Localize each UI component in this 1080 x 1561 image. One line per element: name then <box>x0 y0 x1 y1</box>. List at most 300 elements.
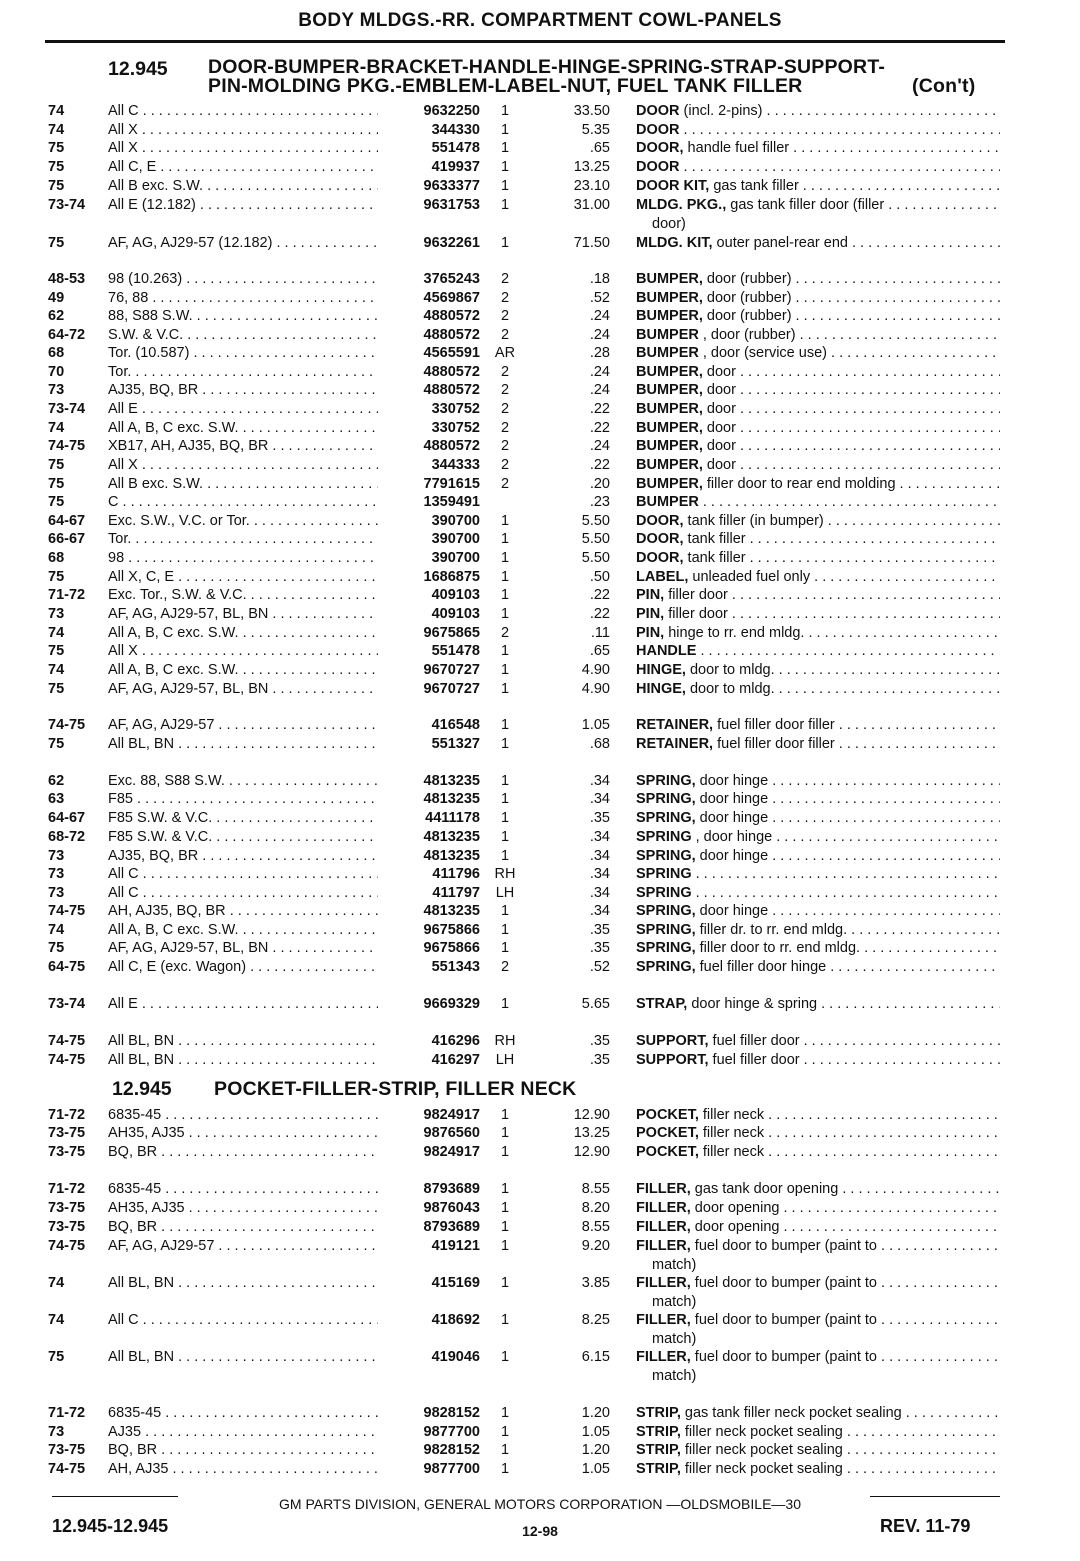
application-cell: All E (12.182) . . . <box>108 195 378 215</box>
application-cell: AF, AG, AJ29-57 . . . <box>108 715 378 735</box>
part-detail: filler door <box>664 606 728 622</box>
table-row <box>0 325 1080 345</box>
year-cell: 68 <box>48 550 65 566</box>
part-name: STRIP, <box>636 1424 681 1440</box>
year-cell: 74 <box>48 662 65 678</box>
quantity-cell: 1 <box>500 662 510 678</box>
part-name: SPRING, <box>636 903 696 919</box>
part-name: DOOR KIT, <box>636 178 710 194</box>
application-cell: AH, AJ35 . . . <box>108 1459 378 1479</box>
description-cell <box>636 455 1000 475</box>
description-cell <box>636 474 1000 494</box>
part-name: FILLER, <box>636 1219 691 1235</box>
part-detail: door <box>702 401 736 417</box>
application-cell: XB17, AH, AJ35, BQ, BR . . . <box>108 436 378 456</box>
price-cell: 12.90 <box>573 1107 610 1123</box>
table-row <box>0 1310 1080 1330</box>
part-name: BUMPER, <box>636 420 703 436</box>
price-cell: 1.20 <box>581 1405 610 1421</box>
part-detail: gas tank filler door (filler <box>726 197 885 213</box>
table-row <box>0 1440 1080 1460</box>
part-name: BUMPER, <box>636 401 703 417</box>
table-row <box>0 1142 1080 1162</box>
application-cell: All C, E (exc. Wagon) . . . <box>108 957 378 977</box>
part-detail: filler neck pocket sealing <box>680 1424 843 1440</box>
table-row <box>0 1031 1080 1051</box>
part-name: DOOR, <box>636 513 684 529</box>
price-cell: 1.05 <box>581 1424 610 1440</box>
part-name: FILLER, <box>636 1181 691 1197</box>
part-name: HINGE, <box>636 662 686 678</box>
quantity-cell: 1 <box>500 996 510 1012</box>
table-row <box>0 901 1080 921</box>
table-row <box>0 604 1080 624</box>
table-row <box>0 771 1080 791</box>
table-row <box>0 474 1080 494</box>
part-detail: door hinge & spring <box>687 996 818 1012</box>
table-row <box>0 623 1080 643</box>
quantity-cell: 1 <box>500 103 510 119</box>
table-row <box>0 343 1080 363</box>
quantity-cell: 1 <box>500 1424 510 1440</box>
year-cell: 74 <box>48 1275 65 1291</box>
quantity-cell: 2 <box>500 271 510 287</box>
table-row <box>0 567 1080 587</box>
part-detail: filler dr. to rr. end mldg. <box>695 922 848 938</box>
section1-title-line1: DOOR-BUMPER-BRACKET-HANDLE-HINGE-SPRING-STRAP-SUPPORT- <box>208 56 886 78</box>
part-name: FILLER, <box>636 1238 691 1254</box>
quantity-cell: 1 <box>500 159 510 175</box>
application-cell: AH35, AJ35 . . . <box>108 1123 378 1143</box>
year-cell: 71-72 <box>48 1181 86 1197</box>
table-row-continuation <box>0 1366 1080 1386</box>
application-cell: F85 S.W. & V.C. . . . <box>108 808 378 828</box>
part-name: RETAINER, <box>636 736 714 752</box>
price-cell: 23.10 <box>573 178 610 194</box>
quantity-cell: LH <box>495 885 515 901</box>
table-row <box>0 679 1080 699</box>
year-cell: 74-75 <box>48 1461 86 1477</box>
application-cell: 6835-45 . . . <box>108 1179 378 1199</box>
part-detail: fuel filler door <box>708 1052 800 1068</box>
description-cell <box>636 1050 1000 1070</box>
part-detail: handle fuel filler <box>683 140 790 156</box>
part-number-cell: 9824917 <box>423 1107 480 1123</box>
part-name: DOOR <box>636 103 680 119</box>
year-cell: 68-72 <box>48 829 86 845</box>
part-name: SPRING <box>636 885 692 901</box>
quantity-cell: 1 <box>500 587 510 603</box>
price-cell: 5.50 <box>581 513 610 529</box>
application-cell: All B exc. S.W. . . . <box>108 474 378 494</box>
part-number-cell: 409103 <box>431 606 480 622</box>
part-number-cell: 411797 <box>432 885 480 901</box>
part-name: BUMPER, <box>636 364 703 380</box>
price-cell: 8.55 <box>581 1181 610 1197</box>
quantity-cell: 1 <box>500 1181 510 1197</box>
description-cell <box>636 920 1000 940</box>
table-row <box>0 1123 1080 1143</box>
description-cell <box>636 1310 1000 1330</box>
application-cell: All A, B, C exc. S.W. . . . <box>108 418 378 438</box>
year-cell: 73 <box>48 382 65 398</box>
part-name: FILLER, <box>636 1349 691 1365</box>
part-number-cell: 4880572 <box>423 327 480 343</box>
application-cell: All A, B, C exc. S.W. . . . <box>108 623 378 643</box>
price-cell: .22 <box>589 457 610 473</box>
part-number-cell: 4880572 <box>423 382 480 398</box>
price-cell: 1.05 <box>581 1461 610 1477</box>
quantity-cell: 2 <box>500 625 510 641</box>
quantity-cell: 2 <box>500 327 510 343</box>
description-cell <box>636 511 1000 531</box>
part-name: MLDG. KIT, <box>636 235 713 251</box>
quantity-cell: 1 <box>500 736 510 752</box>
description-cell <box>636 138 1000 158</box>
part-detail: door hinge <box>695 791 769 807</box>
price-cell: 3.85 <box>581 1275 610 1291</box>
table-row <box>0 1347 1080 1367</box>
description-cell <box>636 604 1000 624</box>
part-name: STRIP, <box>636 1461 681 1477</box>
part-number-cell: 4569867 <box>423 290 480 306</box>
part-detail: fuel door to bumper (paint to <box>690 1238 877 1254</box>
description-cell <box>636 864 1000 884</box>
description-cell <box>636 660 1000 680</box>
part-number-cell: 7791615 <box>423 476 480 492</box>
table-row <box>0 715 1080 735</box>
quantity-cell: 1 <box>500 1125 510 1141</box>
footer-revision: REV. 11-79 <box>880 1516 971 1536</box>
quantity-cell: 1 <box>500 717 510 733</box>
part-detail: , door (service use) <box>698 345 827 361</box>
part-detail: filler neck <box>698 1107 765 1123</box>
table-row <box>0 176 1080 196</box>
part-detail: gas tank filler <box>709 178 799 194</box>
description-cell <box>636 567 1000 587</box>
price-cell: 31.00 <box>573 197 610 213</box>
part-name: RETAINER, <box>636 717 714 733</box>
description-cell <box>636 771 1000 791</box>
year-cell: 73-75 <box>48 1144 86 1160</box>
year-cell: 74 <box>48 625 65 641</box>
description-cell <box>636 938 1000 958</box>
part-name: SPRING, <box>636 959 696 975</box>
price-cell: .34 <box>589 866 610 882</box>
part-name: BUMPER, <box>636 476 703 492</box>
price-cell: .35 <box>589 810 610 826</box>
year-cell: 64-72 <box>48 327 86 343</box>
quantity-cell: RH <box>494 1033 516 1049</box>
part-number-cell: 4411178 <box>425 810 480 826</box>
table-row <box>0 362 1080 382</box>
part-name: SPRING, <box>636 848 696 864</box>
year-cell: 74-75 <box>48 1238 86 1254</box>
part-number-cell: 416296 <box>431 1033 480 1049</box>
application-cell: All C . . . <box>108 101 378 121</box>
part-detail: fuel door to bumper (paint to <box>690 1312 877 1328</box>
table-row-continuation <box>0 1292 1080 1312</box>
description-cell <box>636 641 1000 661</box>
table-row <box>0 1422 1080 1442</box>
part-detail: door <box>702 457 736 473</box>
part-name: DOOR, <box>636 140 684 156</box>
part-number-cell: 9633377 <box>423 178 480 194</box>
quantity-cell: 1 <box>500 810 510 826</box>
year-cell: 75 <box>48 1349 65 1365</box>
table-row <box>0 585 1080 605</box>
table-row <box>0 789 1080 809</box>
description-cell <box>636 529 1000 549</box>
quantity-cell: AR <box>494 345 516 361</box>
table-row <box>0 436 1080 456</box>
table-row <box>0 1198 1080 1218</box>
application-cell: All C, E . . . <box>108 157 378 177</box>
price-cell: 8.20 <box>581 1200 610 1216</box>
quantity-cell: 1 <box>500 531 510 547</box>
quantity-cell: 1 <box>500 1200 510 1216</box>
year-cell: 75 <box>48 940 65 956</box>
quantity-cell: RH <box>494 866 516 882</box>
application-cell: AF, AG, AJ29-57 (12.182) . . . <box>108 233 378 253</box>
application-cell: All X . . . <box>108 138 378 158</box>
price-cell: .35 <box>589 1033 610 1049</box>
part-number-cell: 416548 <box>431 717 480 733</box>
quantity-cell: 2 <box>500 382 510 398</box>
part-name: POCKET, <box>636 1125 699 1141</box>
price-cell: 13.25 <box>573 159 610 175</box>
part-detail: door hinge <box>695 848 769 864</box>
part-number-cell: 411796 <box>432 866 480 882</box>
price-cell: .34 <box>589 885 610 901</box>
application-cell: All C . . . <box>108 864 378 884</box>
part-name: POCKET, <box>636 1107 699 1123</box>
price-cell: .28 <box>589 345 610 361</box>
part-detail: door <box>702 382 736 398</box>
description-cell <box>636 418 1000 438</box>
year-cell: 48-53 <box>48 271 86 287</box>
year-cell: 75 <box>48 736 65 752</box>
part-detail: , door hinge <box>691 829 773 845</box>
section1-title-line2: PIN-MOLDING PKG.-EMBLEM-LABEL-NUT, FUEL TANK FILLER <box>208 75 803 97</box>
quantity-cell: 1 <box>500 1349 510 1365</box>
description-cell <box>636 306 1000 326</box>
part-detail: filler neck <box>698 1144 765 1160</box>
part-number-cell: 344333 <box>431 457 480 473</box>
quantity-cell: 1 <box>500 829 510 845</box>
quantity-cell: 1 <box>500 791 510 807</box>
application-cell: Exc. 88, S88 S.W. . . . <box>108 771 378 791</box>
year-cell: 71-72 <box>48 1405 86 1421</box>
part-name: SPRING <box>636 866 692 882</box>
part-name: POCKET, <box>636 1144 699 1160</box>
application-cell: Tor. (10.587) . . . <box>108 343 378 363</box>
year-cell: 74-75 <box>48 438 86 454</box>
table-row <box>0 641 1080 661</box>
description-cell <box>636 325 1000 345</box>
quantity-cell: 1 <box>500 773 510 789</box>
table-row <box>0 380 1080 400</box>
description-cell <box>636 101 1000 121</box>
part-number-cell: 9877700 <box>423 1461 480 1477</box>
description-cell <box>636 1123 1000 1143</box>
part-name: BUMPER, <box>636 271 703 287</box>
year-cell: 74-75 <box>48 1033 86 1049</box>
description-cell <box>636 1217 1000 1237</box>
application-cell: F85 S.W. & V.C. . . . <box>108 827 378 847</box>
year-cell: 74 <box>48 103 65 119</box>
price-cell: .22 <box>589 587 610 603</box>
year-cell: 75 <box>48 457 65 473</box>
year-cell: 73-75 <box>48 1442 86 1458</box>
section2-number: 12.945 <box>112 1078 172 1100</box>
quantity-cell: 1 <box>500 1219 510 1235</box>
description-cell <box>636 808 1000 828</box>
table-row <box>0 195 1080 215</box>
part-number-cell: 390700 <box>431 513 480 529</box>
year-cell: 70 <box>48 364 65 380</box>
part-number-cell: 9876560 <box>423 1125 480 1141</box>
year-cell: 73-75 <box>48 1125 86 1141</box>
table-row <box>0 492 1080 512</box>
application-cell: AJ35, BQ, BR . . . <box>108 846 378 866</box>
quantity-cell: LH <box>495 1052 515 1068</box>
price-cell: 13.25 <box>573 1125 610 1141</box>
description-cell <box>636 734 1000 754</box>
part-number-cell: 419937 <box>431 159 480 175</box>
application-cell: AJ35, BQ, BR . . . <box>108 380 378 400</box>
part-number-cell: 9670727 <box>423 662 480 678</box>
part-detail: fuel filler door filler <box>713 717 835 733</box>
application-cell: All BL, BN . . . <box>108 1050 378 1070</box>
application-cell: 6835-45 . . . <box>108 1105 378 1125</box>
table-row <box>0 1273 1080 1293</box>
application-cell: 6835-45 . . . <box>108 1403 378 1423</box>
part-number-cell: 551327 <box>431 736 480 752</box>
application-cell: AF, AG, AJ29-57 . . . <box>108 1236 378 1256</box>
price-cell: .50 <box>589 569 610 585</box>
page-header-title: BODY MLDGS.-RR. COMPARTMENT COWL-PANELS <box>298 10 782 31</box>
table-row <box>0 511 1080 531</box>
part-name: BUMPER <box>636 494 699 510</box>
description-cell <box>636 176 1000 196</box>
part-number-cell: 418692 <box>431 1312 480 1328</box>
quantity-cell: 1 <box>500 1442 510 1458</box>
application-cell: Tor. . . . <box>108 529 378 549</box>
part-number-cell: 419121 <box>431 1238 480 1254</box>
year-cell: 66-67 <box>48 531 86 547</box>
application-cell: All A, B, C exc. S.W. . . . <box>108 660 378 680</box>
part-number-cell: 9675866 <box>423 940 480 956</box>
price-cell: 12.90 <box>573 1144 610 1160</box>
description-cell <box>636 827 1000 847</box>
price-cell: .35 <box>589 1052 610 1068</box>
quantity-cell: 1 <box>500 513 510 529</box>
price-cell: 4.90 <box>581 681 610 697</box>
price-cell: 8.25 <box>581 1312 610 1328</box>
part-name: STRIP, <box>636 1405 681 1421</box>
quantity-cell: 1 <box>500 1405 510 1421</box>
part-name: DOOR, <box>636 550 684 566</box>
quantity-cell: 1 <box>500 122 510 138</box>
part-number-cell: 419046 <box>431 1349 480 1365</box>
description-cell <box>636 1403 1000 1423</box>
description-cell <box>636 362 1000 382</box>
description-cell <box>636 883 1000 903</box>
table-row <box>0 734 1080 754</box>
year-cell: 64-67 <box>48 513 86 529</box>
application-cell: S.W. & V.C. . . . <box>108 325 378 345</box>
description-cell <box>636 1105 1000 1125</box>
year-cell: 64-75 <box>48 959 86 975</box>
quantity-cell: 1 <box>500 606 510 622</box>
quantity-cell: 1 <box>500 569 510 585</box>
part-detail: door to mldg. <box>685 681 775 697</box>
price-cell: .11 <box>590 625 610 641</box>
description-cell <box>636 195 1000 215</box>
table-row-continuation <box>0 1255 1080 1275</box>
year-cell: 73-74 <box>48 197 86 213</box>
price-cell: .18 <box>589 271 610 287</box>
quantity-cell: 1 <box>500 1312 510 1328</box>
application-cell: BQ, BR . . . <box>108 1217 378 1237</box>
part-detail: door <box>702 364 736 380</box>
quantity-cell: 1 <box>500 1107 510 1123</box>
part-number-cell: 390700 <box>431 550 480 566</box>
description-cell <box>636 1459 1000 1479</box>
part-name: SPRING, <box>636 810 696 826</box>
description-cell <box>636 789 1000 809</box>
application-cell: Exc. Tor., S.W. & V.C. . . . <box>108 585 378 605</box>
part-detail: fuel filler door hinge <box>695 959 827 975</box>
description-cell <box>636 380 1000 400</box>
application-cell: AF, AG, AJ29-57, BL, BN . . . <box>108 679 378 699</box>
description-cell <box>636 679 1000 699</box>
application-cell: AF, AG, AJ29-57, BL, BN . . . <box>108 938 378 958</box>
part-detail: tank filler <box>683 550 746 566</box>
part-name: FILLER, <box>636 1200 691 1216</box>
table-row <box>0 1236 1080 1256</box>
part-number-cell: 1359491 <box>423 494 480 510</box>
part-name: SPRING, <box>636 791 696 807</box>
year-cell: 73-74 <box>48 996 86 1012</box>
part-number-cell: 409103 <box>431 587 480 603</box>
description-cell <box>636 436 1000 456</box>
part-number-cell: 4880572 <box>423 308 480 324</box>
year-cell: 75 <box>48 178 65 194</box>
part-number-cell: 4565591 <box>423 345 480 361</box>
part-number-cell: 330752 <box>431 420 480 436</box>
part-number-cell: 8793689 <box>423 1219 480 1235</box>
header-rule <box>45 40 1005 43</box>
part-number-cell: 416297 <box>431 1052 480 1068</box>
application-cell: Tor. . . . <box>108 362 378 382</box>
year-cell: 75 <box>48 643 65 659</box>
year-cell: 74 <box>48 420 65 436</box>
quantity-cell: 1 <box>500 681 510 697</box>
part-detail: filler door to rear end molding <box>702 476 896 492</box>
price-cell: .22 <box>589 606 610 622</box>
description-cell <box>636 994 1000 1014</box>
part-number-cell: 4813235 <box>423 829 480 845</box>
description-cell <box>636 548 1000 568</box>
price-cell: 5.35 <box>581 122 610 138</box>
part-name: HANDLE <box>636 643 697 659</box>
table-row <box>0 157 1080 177</box>
description-continuation: match) <box>652 1331 697 1347</box>
part-number-cell: 9824917 <box>423 1144 480 1160</box>
quantity-cell: 2 <box>500 476 510 492</box>
